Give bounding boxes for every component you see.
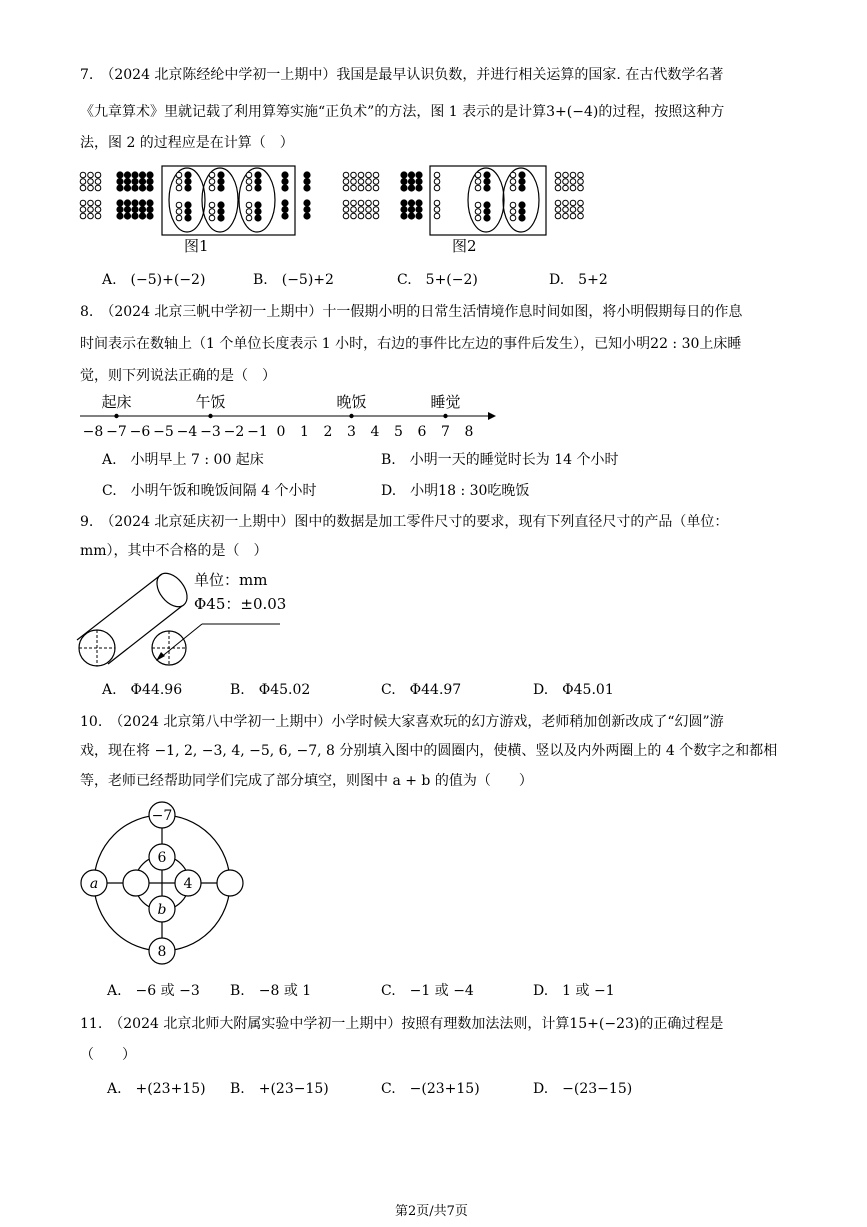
tick-label: 2 (323, 424, 333, 440)
figure-1 (80, 166, 310, 235)
q8-line-3: 觉，则下列说法正确的是（ ） (80, 368, 276, 384)
event-point (349, 414, 353, 418)
figure-2-label: 图2 (452, 237, 477, 255)
tick-label: 0 (276, 424, 286, 440)
q9-line-1: 9. （2024 北京延庆初一上期中）图中的数据是加工零件尺寸的要求，现有下列直径尺寸的产品（单位： (80, 514, 729, 530)
tick-label: −6 (129, 424, 151, 440)
value-outer-left: a (89, 876, 99, 892)
value-inner-bottom: b (157, 902, 167, 918)
counting-rods-figures (0, 160, 867, 260)
circle-outer-right (217, 870, 243, 896)
tick-label: 4 (370, 424, 380, 440)
q10-option-d[interactable]: D. 1 或 −1 (533, 983, 615, 999)
figure-2 (343, 166, 583, 235)
q9-option-d[interactable]: D. Φ45.01 (533, 682, 614, 698)
event-label: 起床 (101, 393, 132, 411)
q10-option-c[interactable]: C. −1 或 −4 (381, 983, 474, 999)
tick-label: 6 (417, 424, 427, 440)
tick-label: 5 (394, 424, 403, 440)
q8-option-b[interactable]: B. 小明一天的睡觉时长为 14 个小时 (381, 452, 619, 468)
event-label: 睡觉 (430, 393, 461, 411)
q11-option-d[interactable]: D. −(23−15) (533, 1081, 633, 1097)
number-line-ticks (83, 424, 474, 440)
number-line-events (101, 393, 460, 418)
q9-option-c[interactable]: C. Φ44.97 (381, 682, 462, 698)
q7-line-1: 7. （2024 北京陈经纶中学初一上期中）我国是最早认识负数，并进行相关运算的国家. 在古代数学名著 (80, 67, 724, 83)
unit-label: 单位：mm (194, 571, 268, 589)
value-inner-top: 6 (157, 850, 167, 866)
event-label: 晚饭 (336, 393, 367, 411)
q7-line-3: 法，图 2 的过程应是在计算（ ） (80, 135, 294, 151)
q10-line-2: 戏，现在将 −1, 2, −3, 4, −5, 6, −7, 8 分别填入图中的圆圈内，使横、竖以及内外两圈上的 4 个数字之和都相 (80, 743, 778, 759)
q11-option-b[interactable]: B. +(23−15) (230, 1081, 329, 1097)
tick-label: 8 (464, 424, 474, 440)
q9-line-2: mm），其中不合格的是（ ） (80, 543, 268, 559)
event-label: 午饭 (195, 393, 226, 411)
tick-label: −8 (82, 424, 104, 440)
magic-circle-figure (72, 800, 262, 970)
event-point (114, 414, 118, 418)
tolerance-label: Φ45：±0.03 (194, 595, 287, 613)
q8-option-d[interactable]: D. 小明18 : 30吃晚饭 (381, 483, 530, 499)
number-line-arrow (488, 412, 496, 420)
tick-label: −7 (106, 424, 127, 440)
q7-option-d[interactable]: D. 5+2 (549, 272, 608, 288)
q7-option-b[interactable]: B. (−5)+2 (253, 272, 334, 288)
q8-line-2: 时间表示在数轴上（1 个单位长度表示 1 小时，右边的事件比左边的事件后发生），已知小明22 : 30上床睡 (80, 336, 742, 352)
q7-option-c[interactable]: C. 5+(−2) (397, 272, 478, 288)
number-line (0, 390, 867, 440)
page-footer: 第2页/共7页 (395, 1204, 468, 1219)
q8-option-a[interactable]: A. 小明早上 7 : 00 起床 (102, 452, 264, 468)
figure-1-label: 图1 (184, 237, 209, 255)
q11-line-1: 11. （2024 北京北师大附属实验中学初一上期中）按照有理数加法法则，计算15+(−23)的正确过程是 (80, 1016, 724, 1032)
q10-line-1: 10. （2024 北京第八中学初一上期中）小学时候大家喜欢玩的幻方游戏，老师稍加创新改成了“幻圆”游 (80, 714, 724, 730)
tick-label: −2 (223, 424, 245, 440)
tick-label: 1 (300, 424, 309, 440)
q11-option-c[interactable]: C. −(23+15) (381, 1081, 480, 1097)
value-outer-bottom: 8 (157, 944, 167, 960)
circle-inner-left (123, 870, 149, 896)
event-point (208, 414, 212, 418)
cylinder-part-figure (70, 566, 370, 676)
q7-option-a[interactable]: A. (−5)+(−2) (102, 272, 206, 288)
event-point (443, 414, 447, 418)
tick-label: −1 (247, 424, 268, 440)
tick-label: 3 (347, 424, 356, 440)
tick-label: −3 (200, 424, 221, 440)
q9-option-b[interactable]: B. Φ45.02 (230, 682, 311, 698)
q7-line-2: 《九章算术》里就记载了利用算筹实施“正负术”的方法，图 1 表示的是计算3+(−4)的过程，按照这种方 (80, 104, 725, 120)
q10-line-3: 等，老师已经帮助同学们完成了部分填空，则图中 a + b 的值为（ ） (80, 773, 533, 789)
q10-option-a[interactable]: A. −6 或 −3 (107, 983, 200, 999)
tick-label: −5 (153, 424, 174, 440)
q11-option-a[interactable]: A. +(23+15) (107, 1081, 206, 1097)
tick-label: −4 (176, 424, 198, 440)
q10-option-b[interactable]: B. −8 或 1 (230, 983, 312, 999)
value-outer-top: −7 (151, 808, 173, 824)
tick-label: 7 (441, 424, 450, 440)
value-inner-right: 4 (183, 876, 193, 892)
q8-option-c[interactable]: C. 小明午饭和晚饭间隔 4 个小时 (102, 483, 317, 499)
q9-option-a[interactable]: A. Φ44.96 (102, 682, 183, 698)
q11-line-2: （ ） (80, 1047, 136, 1063)
q8-line-1: 8. （2024 北京三帆中学初一上期中）十一假期小明的日常生活情境作息时间如图，将小明假期每日的作息 (80, 304, 743, 320)
